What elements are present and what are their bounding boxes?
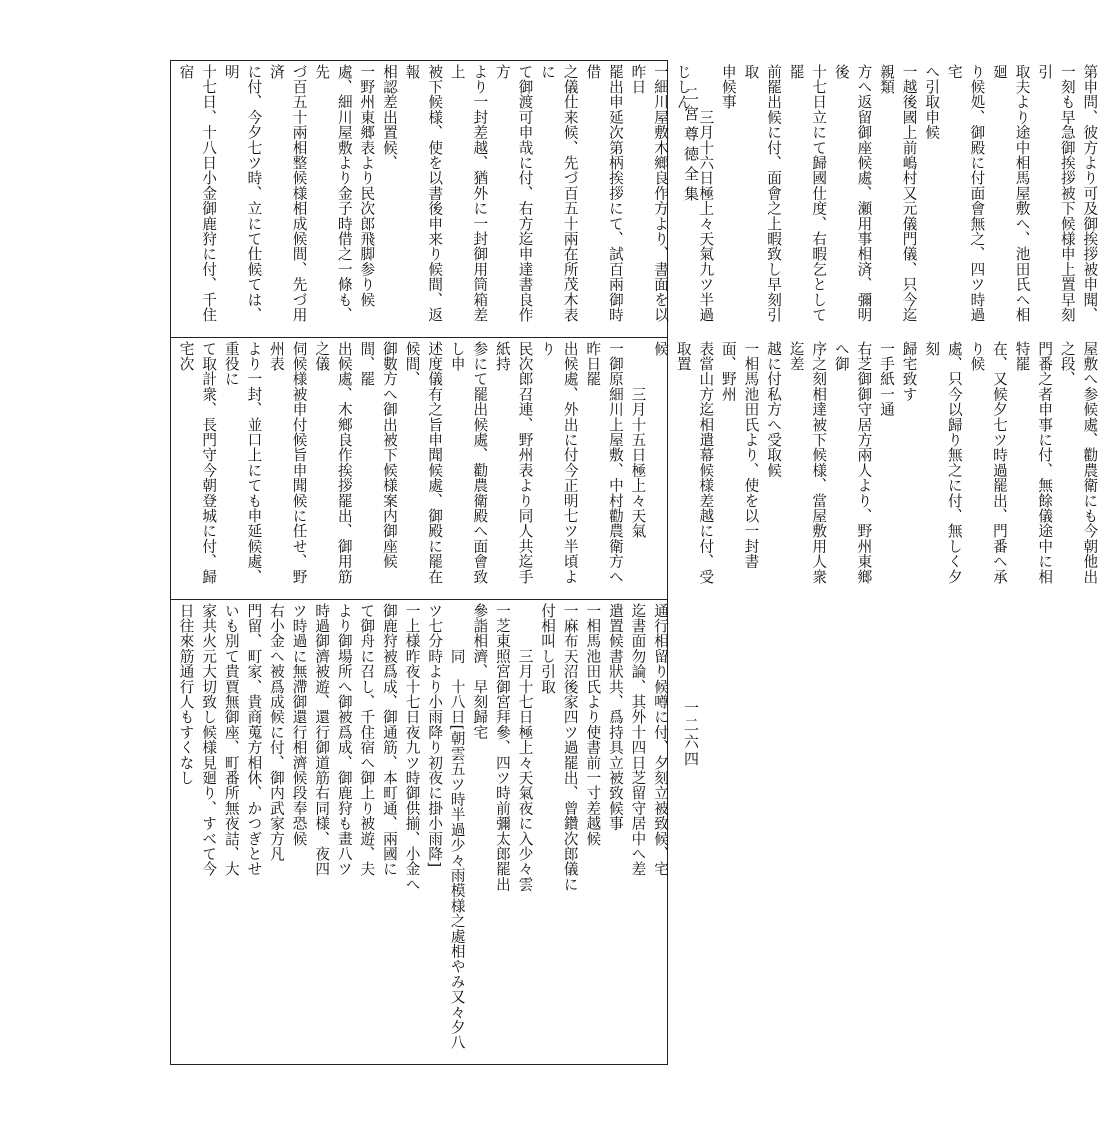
text-line: 三月十七日極上々天氣夜に入少々雲	[516, 603, 534, 892]
text-line: 歸宅致す	[900, 341, 918, 402]
text-line: 門留、町家、貴商蒐方相休、かつぎとせ	[245, 603, 263, 877]
running-head: 二宮尊徳全集	[682, 86, 700, 206]
text-line: 一相馬池田氏より使書前一寸差越候	[584, 603, 602, 847]
text-line: 方へ返留御座候處、瀬用事相済、彌明後	[832, 64, 873, 323]
text-line: 参にて罷出候處、勸農衛殿へ面會致し申	[448, 341, 489, 585]
text-line: て御舟に召し、千住宿へ御上り被遊、夫	[358, 603, 376, 877]
text-line: て取計衆、長門守今朝登城に付、歸宅次	[177, 341, 218, 585]
text-line: 付相叫し引取	[539, 603, 557, 695]
text-line: 十七日立にて歸國仕度、右暇乞として罷	[787, 64, 828, 323]
text-line: 十七日、十八日小金御鹿狩に付、千住宿	[177, 64, 218, 323]
text-line: 取夫より途中相馬屋敷へ、池田氏へ相廻	[990, 64, 1031, 323]
text-line: 時過御濟被遊、還行御道筋右同様、夜四	[313, 603, 331, 877]
text-line: いも別て貴賈無御座、町番所無夜詰、大	[222, 603, 240, 877]
text-line: 日往來筋通行人もすくなし	[177, 603, 195, 786]
text-line: 第申問、彼方より可及御挨拶被申聞、	[1081, 64, 1099, 323]
text-line: 罷出申延次第柄挨拶にて、試百兩御時借	[584, 64, 624, 323]
text-line: 表當山方迄相遣幕候様差越に付、受取置	[674, 341, 715, 585]
text-line: 出候處、外出に付今正明七ツ半頃より	[539, 341, 579, 585]
text-line: 參詣相濟、早刻歸宅	[471, 603, 489, 740]
text-line: 在、又候夕七ツ時過罷出、門番へ承り候	[968, 341, 1008, 585]
text-line: 一刻も早急御挨拶被下候様申上置早刻引	[1036, 64, 1076, 323]
text-line: 御鹿狩被爲成、御通筋、本町通、兩國に	[380, 603, 398, 877]
text-line: 一相馬池田氏より、使を以一封書面、野州	[719, 341, 760, 569]
text-line: 處、只今以歸り無之に付、無しく夕刻	[923, 341, 963, 585]
text-line: 民次郎召連、野州表より同人共迄手紙持	[493, 341, 534, 585]
text-line: へ引取申候	[923, 64, 941, 140]
text-line: 序之刻相達被下候様、當屋敷用人衆迄差	[787, 341, 828, 585]
tier-text	[174, 341, 1100, 596]
text-line: 一麻布天沼後家四ツ過罷出、曾鑽次郎儀に	[561, 603, 579, 892]
text-line: 一越後國上前嶋村又元儀門儀、只今迄親類	[878, 64, 918, 323]
text-line: 右小金へ被爲成候に付、御内武家方凡	[267, 603, 285, 862]
text-line: り候処、御殿に付面會無之、四ツ時過宅	[945, 64, 986, 323]
text-line: 伺候様被申付候旨申聞候に任せ、野州表	[267, 341, 308, 585]
text-line: に付、今夕七ツ時、立にて仕候ては、明	[222, 64, 263, 323]
text-line: 越に付私方へ受取候	[765, 341, 783, 478]
text-line: て御渡可申哉に付、右方迄申達書良作方	[493, 64, 534, 323]
text-line: より一封差越、猶外に一封御用筒箱差上	[448, 64, 489, 323]
text-line: 遣置候書狀共、爲持具立被致候事	[606, 603, 624, 831]
text-line: 三月十六日極上々天氣九ツ半過じしん	[674, 64, 715, 323]
text-line: より一封、並口上にても申延候處、重役に	[222, 341, 263, 585]
text-line: 前罷出候に付、面會之上暇致し早刻引取	[742, 64, 783, 323]
text-line: 屋敷へ参候處、勸農衛にも今朝他出之段、	[1058, 341, 1099, 585]
text-line: 右芝御御守居方兩人より、野州東鄉へ御	[832, 341, 873, 585]
text-line: 申候事	[719, 64, 737, 110]
text-line: 出候處、木鄉良作挨拶罷出、御用筋之儀	[313, 341, 353, 585]
text-tier-bottom	[174, 603, 670, 1061]
text-line: 家共火元大切致し候様見廻り、すべて今	[200, 603, 218, 877]
page-number: 一二六四	[682, 700, 700, 768]
tier-divider	[170, 599, 668, 600]
text-line: ツ時過に無滯御還行相濟候段奉恐候	[290, 603, 308, 847]
text-line: 三月十五日極上々天氣	[629, 341, 647, 539]
text-line: より御場所へ御被爲成、御鹿狩も畫八ツ	[335, 603, 353, 877]
text-line: 一野州東郷表より民次郎飛脚参り候	[358, 64, 376, 308]
text-line: 一上様昨夜十七日夜九ツ時御供揃、小金へ	[403, 603, 421, 892]
text-line: 一御原細川上屋敷、中村勸農衛方へ昨日罷	[584, 341, 624, 585]
text-line: 門番之者申事に付、無餘儀途中に相特罷	[1013, 341, 1054, 585]
text-line: 相認差出置候、	[380, 64, 398, 171]
tier-text	[174, 64, 1100, 334]
text-line: 之儀仕来候、先づ百五十兩在所茂木表に	[539, 64, 579, 323]
tier-divider	[170, 337, 668, 338]
text-line: 處、細川屋敷より金子時借之一條も、先	[313, 64, 353, 323]
text-tier-middle	[174, 341, 1099, 596]
text-line: 被下候様、使を以書後申来り候間、返報	[403, 64, 444, 323]
text-line: 一芝東照宮御宮拜參、四ツ時前彌太郎罷出	[493, 603, 511, 892]
text-line: 迄書面勿論、其外十四日芝留守居中へ差	[629, 603, 647, 877]
text-line: 候	[652, 341, 670, 357]
text-line: 一手紙一通	[878, 341, 895, 417]
tier-text	[174, 603, 671, 1061]
text-line: 同 十八日[朝雲五ツ時半過少々雨模様之處相やみ又々夕八ツ七分時より小雨降り初夜に掛小雨降]	[426, 603, 466, 1051]
text-line: 御數方へ御出被下候様案内御座候間、罷	[358, 341, 398, 569]
text-line: 一細川屋敷木鄉良作方より、書面を以昨日	[629, 64, 670, 323]
text-line: 述度儀有之旨申聞候處、御殿に罷在候間、	[403, 341, 444, 585]
text-line: 通行相留り候噂に付、夕刻立被致候、宅	[652, 603, 670, 877]
text-line: づ百五十兩相整候様相成候間、先づ用済	[267, 64, 308, 323]
